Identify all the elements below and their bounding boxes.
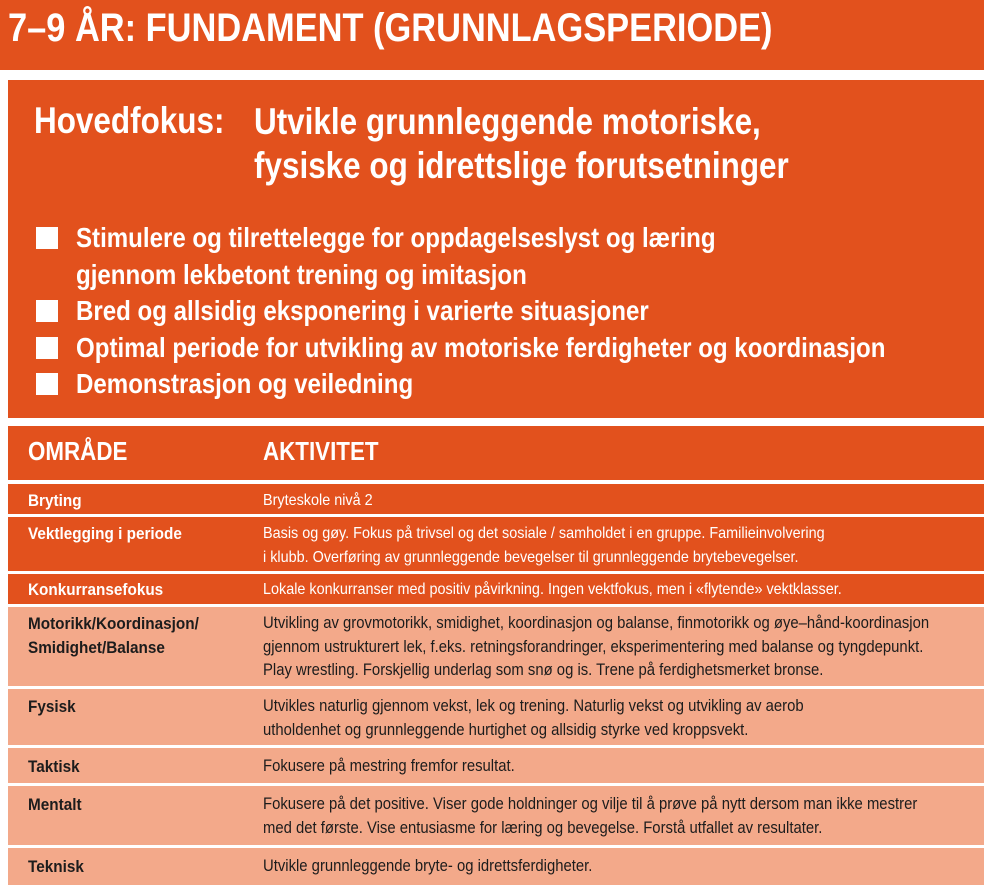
activity-line: Lokale konkurranser med positiv påvirkning. Ingen vektfokus, men i «flytende» vektklasser. — [263, 581, 842, 598]
focus-box — [8, 80, 984, 418]
row-activity — [263, 793, 917, 840]
area-line: Teknisk — [28, 857, 84, 876]
focus-text-line: fysiske og idrettslige forutsetninger — [254, 145, 789, 186]
activity-line: Utvikles naturlig gjennom vekst, lek og trening. Naturlig vekst og utvikling av aerob — [263, 697, 804, 715]
area-line: Konkurransefokus — [28, 580, 164, 599]
area-line: Fysisk — [28, 697, 76, 716]
row-area — [28, 489, 82, 513]
table-row — [8, 484, 984, 517]
row-activity — [263, 522, 825, 569]
bullet-line: Stimulere og tilrettelegge for oppdagelseslyst og læring — [76, 222, 716, 253]
table-row — [8, 748, 984, 786]
square-bullet-icon — [36, 227, 58, 249]
square-bullet-icon — [36, 373, 58, 395]
bullet-text — [76, 220, 716, 293]
row-activity — [263, 612, 929, 683]
square-bullet-icon — [36, 337, 58, 359]
row-activity — [263, 855, 592, 879]
row-activity — [263, 578, 842, 602]
bullet-item — [34, 220, 984, 293]
bullet-text: Bred og allsidig eksponering i varierte situasjoner — [76, 295, 649, 326]
table-row — [8, 607, 984, 689]
area-line: Mentalt — [28, 795, 82, 814]
activity-line: Play wrestling. Forskjellig underlag som snø og is. Trene på ferdighetsmerket bronse. — [263, 661, 824, 679]
row-area — [28, 695, 76, 719]
focus-text — [254, 100, 789, 188]
square-bullet-icon — [36, 300, 58, 322]
activity-table — [8, 426, 984, 888]
bullet-item — [34, 330, 984, 367]
activity-line: Fokusere på det positive. Viser gode holdninger og vilje til å prøve på nytt dersom man ikke mestrer — [263, 795, 918, 813]
row-activity — [263, 489, 373, 513]
table-row — [8, 786, 984, 848]
row-area — [28, 612, 199, 659]
area-line: Vektlegging i periode — [28, 524, 182, 543]
activity-line: Fokusere på mestring fremfor resultat. — [263, 757, 515, 775]
header-activity: AKTIVITET — [263, 436, 379, 466]
row-area — [28, 793, 82, 817]
activity-line: utholdenhet og grunnleggende hurtighet og allsidig styrke ved kroppsvekt. — [263, 720, 749, 739]
activity-line: i klubb. Overføring av grunnleggende bevegelser til grunnleggende brytebevegelser. — [263, 548, 799, 566]
activity-line: gjennom ustrukturert lek, f.eks. retningsforandringer, eksperimentering med balanse og tyngdepunkt. — [263, 637, 924, 656]
row-area — [28, 522, 182, 546]
activity-line: Utvikling av grovmotorikk, smidighet, koordinasjon og balanse, finmotorikk og øye–hånd-koordinasjon — [263, 614, 930, 632]
bullet-line: gjennom lekbetont trening og imitasjon — [76, 258, 527, 290]
row-activity — [263, 755, 515, 779]
focus-label: Hovedfokus: — [34, 100, 225, 141]
focus-text-line: Utvikle grunnleggende motoriske, — [254, 101, 761, 142]
table-row — [8, 848, 984, 888]
row-area — [28, 755, 80, 779]
bullet-text: Optimal periode for utvikling av motoriske ferdigheter og koordinasjon — [76, 331, 886, 363]
row-area — [28, 578, 163, 602]
area-line: Bryting — [28, 491, 82, 510]
title-banner — [0, 0, 984, 70]
focus-bullet-list — [34, 220, 984, 403]
activity-line: Utvikle grunnleggende bryte- og idrettsferdigheter. — [263, 857, 593, 875]
area-line: Smidighet/Balanse — [28, 637, 165, 657]
activity-line: Basis og gøy. Fokus på trivsel og det sosiale / samholdet i en gruppe. Familieinvolvering — [263, 525, 825, 542]
table-row — [8, 517, 984, 574]
row-activity — [263, 695, 804, 742]
activity-line: med det første. Vise entusiasme for læring og bevegelse. Forstå utfallet av resultater. — [263, 818, 823, 837]
bullet-item — [34, 366, 984, 403]
area-line: Taktisk — [28, 757, 80, 776]
area-line: Motorikk/Koordinasjon/ — [28, 614, 199, 633]
row-area — [28, 855, 84, 879]
table-row — [8, 574, 984, 607]
table-row — [8, 689, 984, 748]
activity-line: Bryteskole nivå 2 — [263, 492, 373, 509]
bullet-item — [34, 293, 984, 330]
header-area: OMRÅDE — [28, 436, 128, 466]
page-title: 7–9 ÅR: FUNDAMENT (GRUNNLAGSPERIODE) — [8, 6, 773, 50]
table-header — [8, 426, 984, 484]
bullet-text: Demonstrasjon og veiledning — [76, 368, 414, 399]
